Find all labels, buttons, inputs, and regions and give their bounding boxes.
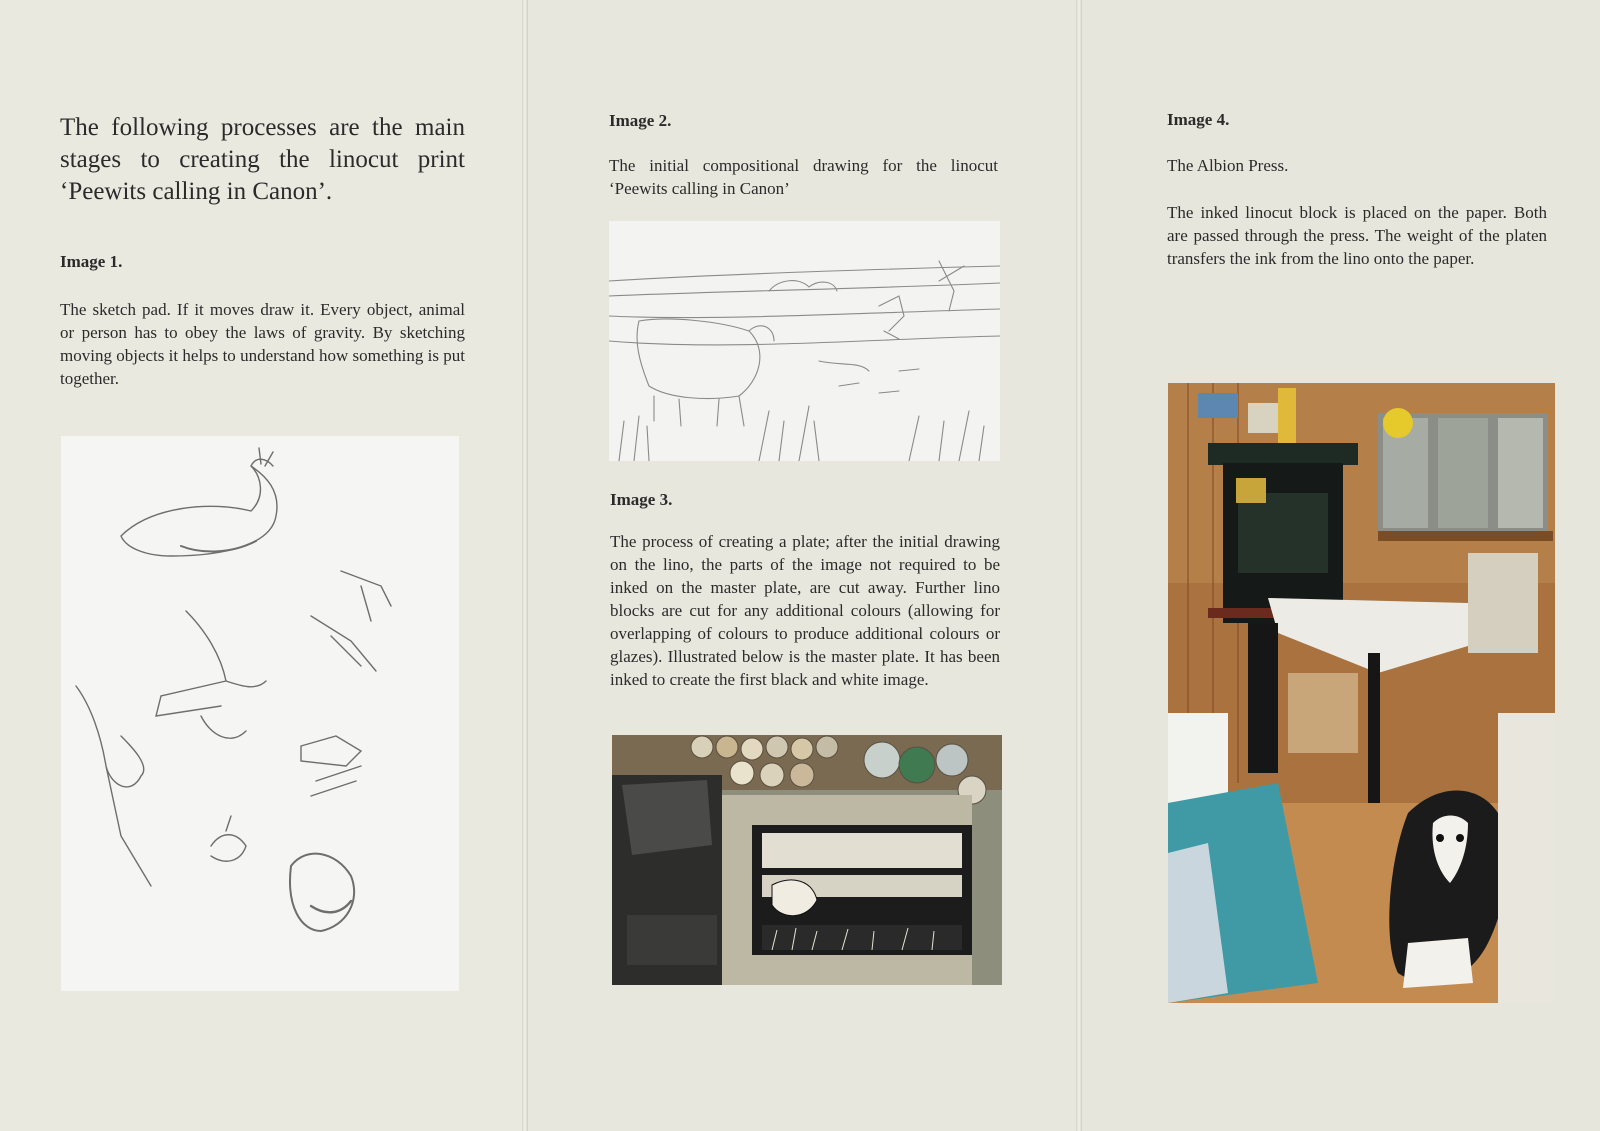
fold-line — [1076, 0, 1082, 1131]
image-1-description: The sketch pad. If it moves draw it. Every object, animal or person has to obey the laws of gravity. By sketching moving objects it helps to understand how something is put together. — [60, 300, 465, 388]
sketch-pad-image — [61, 436, 459, 991]
image-2-heading: Image 2. — [609, 111, 672, 130]
albion-press-photo — [1168, 383, 1555, 1003]
image-3-heading: Image 3. — [610, 490, 673, 509]
image-3-description: The process of creating a plate; after the initial drawing on the lino, the parts of the image not required to be inked on the master plate, are cut away. Further lino blocks are cut for any additional colours (allowing for overlapping of colours to produce additional colours or glazes). Illustrated below is the master plate. It has been inked to create the first black and white image. — [610, 532, 1000, 689]
intro-paragraph: The following processes are the main stages to creating the linocut print ‘Peewits calling in Canon’. — [60, 114, 465, 205]
compositional-drawing-image — [609, 221, 1000, 461]
image-4-description: The inked linocut block is placed on the paper. Both are passed through the press. The weight of the platen transfers the ink from the lino onto the paper. — [1167, 203, 1547, 268]
image-1-heading: Image 1. — [60, 252, 123, 271]
fold-line — [522, 0, 528, 1131]
image-4-heading: Image 4. — [1167, 110, 1230, 129]
image-4-subheading: The Albion Press. — [1167, 156, 1289, 175]
image-2-description: The initial compositional drawing for the linocut ‘Peewits calling in Canon’ — [609, 156, 998, 198]
master-plate-photo — [612, 735, 1002, 985]
